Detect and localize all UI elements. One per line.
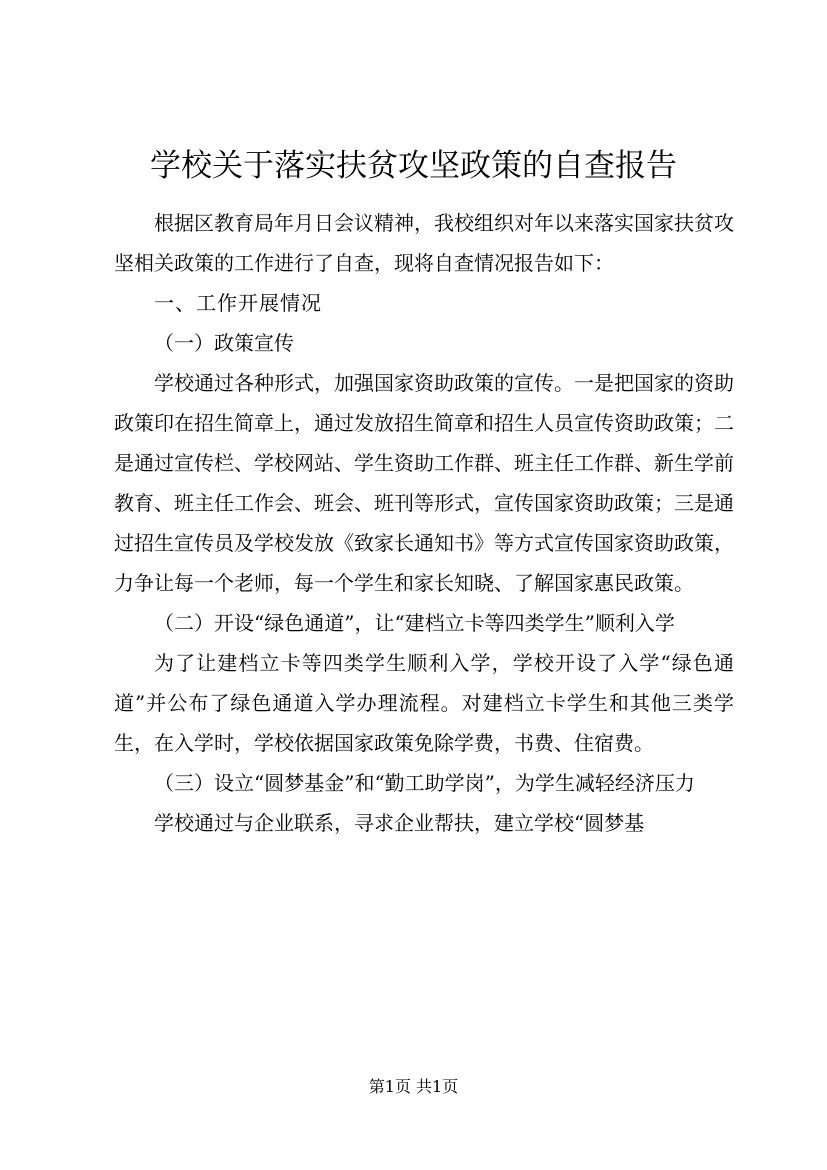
document-title: 学校关于落实扶贫攻坚政策的自查报告 — [150, 148, 677, 184]
green-channel-paragraph: 为了让建档立卡等四类学生顺利入学，学校开设了入学“绿色通道”并公布了绿色通道入学办理流程。对建档立卡学生和其他三类学生，在入学时，学校依据国家政策免除学费，书费、住宿费。 — [114, 651, 734, 755]
policy-paragraph: 学校通过各种形式，加强国家资助政策的宣传。一是把国家的资助政策印在招生简章上，通过发放招生简章和招生人员宣传资助政策；二是通过宣传栏、学校网站、学生资助工作群、班主任工作群、新生学前教育、班主任工作会、班会、班刊等形式，宣传国家资助政策；三是通过招生宣传员及学校发放《致家长通知书》等方式宣传国家资助政策，力争让每一个老师，每一个学生和家长知晓、了解国家惠民政策。 — [114, 371, 734, 595]
subsection-heading-policy: （一）政策宣传 — [154, 331, 294, 355]
document-body — [114, 203, 734, 843]
subsection-heading-fund: （三）设立“圆梦基金”和“勤工助学岗”，为学生减轻经济压力 — [154, 771, 695, 795]
page-footer: 第1页 共1页 — [368, 1077, 459, 1096]
subsection-heading-green-channel: （二）开设“绿色通道”，让“建档立卡等四类学生”顺利入学 — [154, 611, 675, 635]
fund-paragraph: 学校通过与企业联系，寻求企业帮扶，建立学校“圆梦基 — [154, 811, 645, 835]
intro-paragraph: 根据区教育局年月日会议精神，我校组织对年以来落实国家扶贫攻坚相关政策的工作进行了自查，现将自查情况报告如下： — [114, 211, 734, 275]
section-heading-work: 一、工作开展情况 — [154, 291, 322, 315]
